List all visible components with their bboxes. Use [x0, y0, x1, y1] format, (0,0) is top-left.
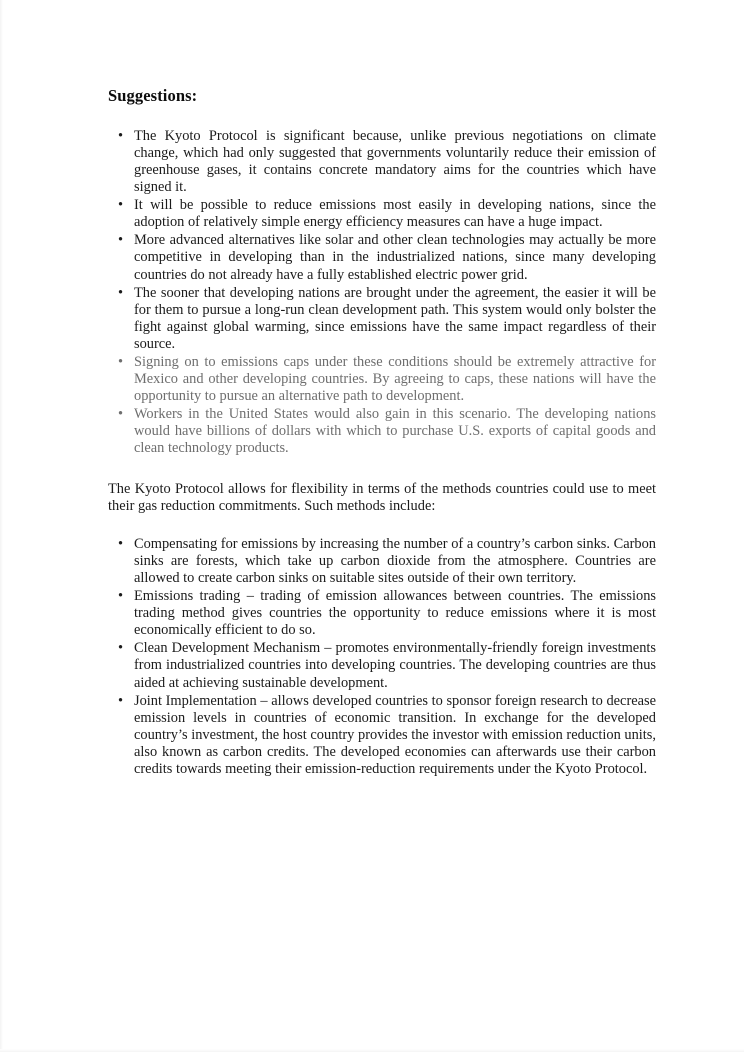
bullet-point-icon: • — [118, 127, 124, 144]
suggestion-text: The sooner that developing nations are brought under the agreement, the easier it will be for them to pursue a long-run clean development path. This system would only bolster the fight against global warming, since emissions have the same impact regardless of their source. — [134, 284, 656, 352]
list-item — [108, 406, 656, 457]
suggestion-text: It will be possible to reduce emissions most easily in developing nations, since the adoption of relatively simple energy efficiency measures can have a huge impact. — [134, 197, 656, 231]
suggestion-text: Workers in the United States would also gain in this scenario. The developing nations would have billions of dollars with which to purchase U.S. exports of capital goods and clean technology products. — [134, 406, 656, 457]
list-item — [108, 232, 656, 283]
list-item — [108, 354, 656, 405]
list-item — [108, 640, 656, 691]
bullet-point-icon: • — [118, 640, 124, 657]
suggestion-text: The Kyoto Protocol is significant because, unlike previous negotiations on climate change, which had only suggested that governments voluntarily reduce their emission of greenhouse gases, it contains concrete mandatory aims for the countries which have signed it. — [134, 127, 656, 196]
list-item — [108, 588, 656, 639]
suggestion-text: Signing on to emissions caps under these conditions should be extremely attractive for Mexico and other developing countries. By agreeing to caps, these nations will have the opportunity to pursue an alternative path to development. — [134, 354, 656, 405]
bullet-point-icon: • — [118, 197, 124, 214]
spacer-before-paragraph — [108, 459, 656, 481]
transition-paragraph: The Kyoto Protocol allows for flexibility in terms of the methods countries could use to meet their gas reduction commitments. Such methods include: — [108, 480, 656, 514]
bullet-point-icon: • — [118, 406, 124, 423]
page-title: Suggestions: — [108, 86, 198, 105]
list-item — [108, 536, 656, 587]
document-content — [108, 86, 656, 779]
list-item — [108, 128, 656, 196]
list-item — [108, 285, 656, 353]
scan-edge-left-artifact — [0, 0, 3, 1052]
bullet-point-icon: • — [118, 535, 124, 552]
method-text: Emissions trading – trading of emission allowances between countries. The emissions trading method gives countries the opportunity to reduce emissions where it is most economically efficient to do so. — [134, 588, 656, 639]
spacer-after-paragraph — [108, 515, 656, 536]
suggestions-bullet-list — [108, 128, 656, 458]
bullet-point-icon: • — [118, 284, 124, 301]
list-item — [108, 693, 656, 778]
list-item — [108, 197, 656, 231]
method-text: Joint Implementation – allows developed countries to sponsor foreign research to decrease emission levels in countries of economic transition. In exchange for the developed country’s investment, the host country provides the investor with emission reduction units, also known as carbon credits. The developed economies can afterwards use their carbon credits towards meeting their emission-reduction requirements under the Kyoto Protocol. — [134, 692, 656, 777]
bullet-point-icon: • — [118, 588, 124, 605]
bullet-point-icon: • — [118, 354, 124, 371]
bullet-point-icon: • — [118, 692, 124, 709]
bullet-point-icon: • — [118, 232, 124, 249]
suggestion-text: More advanced alternatives like solar and other clean technologies may actually be more competitive in developing than in the industrialized nations, since many developing countries do not already have a fully established electric power grid. — [134, 232, 656, 283]
method-text: Compensating for emissions by increasing the number of a country’s carbon sinks. Carbon sinks are forests, which take up carbon dioxide from the atmosphere. Countries are allowed to create carbon sinks on suitable sites outside of their own territory. — [134, 535, 656, 586]
methods-bullet-list — [108, 536, 656, 778]
method-text: Clean Development Mechanism – promotes environmentally-friendly foreign investments from industrialized countries into developing countries. The developing countries are thus aided at achieving sustainable development. — [134, 640, 656, 691]
